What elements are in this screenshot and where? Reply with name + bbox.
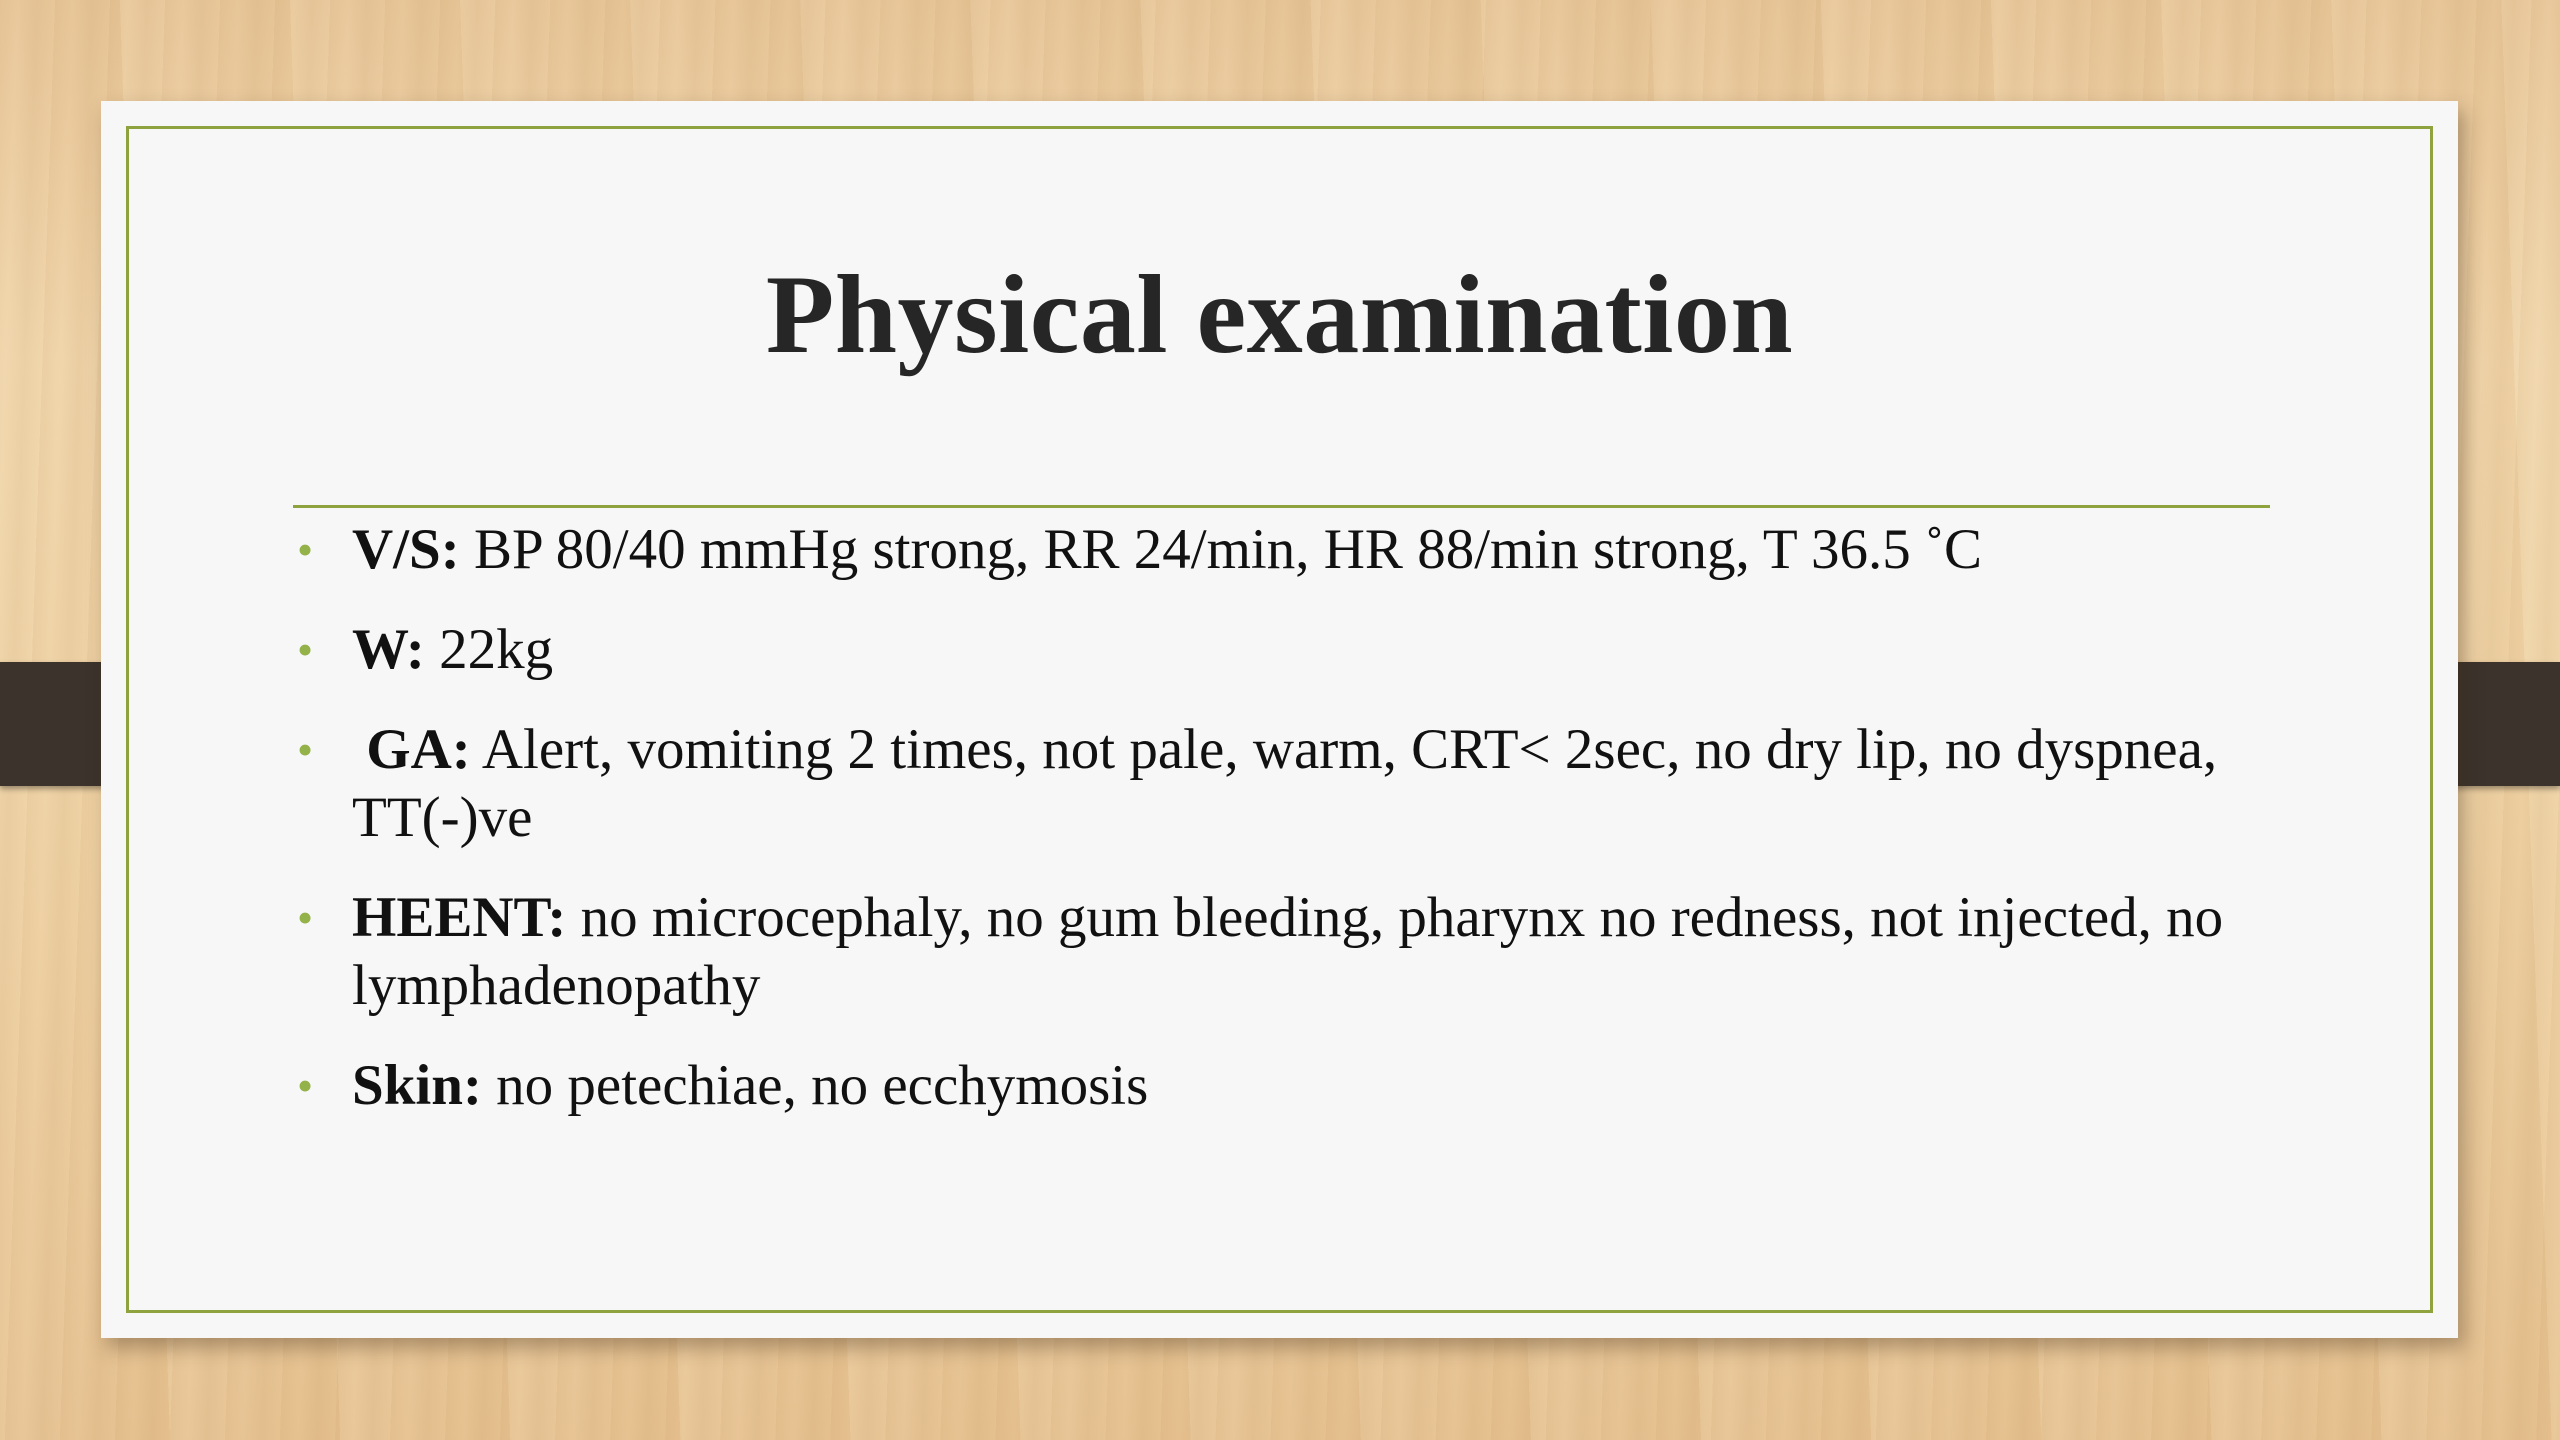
bullet-label: W:: [352, 618, 425, 681]
bullet-list: [293, 516, 2273, 1152]
bullet-item-weight: [293, 616, 2273, 684]
slide-title: Physical examination: [765, 253, 1794, 377]
bullet-dot-icon: •: [297, 724, 314, 775]
bullet-label: HEENT:: [352, 886, 567, 949]
bullet-text: 22kg: [424, 618, 554, 681]
bullet-dot-icon: •: [297, 524, 314, 575]
bullet-text: BP 80/40 mmHg strong, RR 24/min, HR 88/min strong, T 36.5 ˚C: [459, 518, 1982, 581]
bullet-item-vital-signs: [293, 516, 2273, 584]
bullet-label: Skin:: [352, 1054, 482, 1117]
bullet-text: no petechiae, no ecchymosis: [481, 1054, 1149, 1117]
bullet-item-skin: [293, 1052, 2273, 1120]
bullet-text: no microcephaly, no gum bleeding, pharynx no redness, not injected, no lymphadenopathy: [352, 886, 2224, 1017]
bullet-item-heent: [293, 884, 2273, 1020]
bullet-dot-icon: •: [297, 1060, 314, 1111]
bullet-item-general-appearance: [293, 716, 2273, 852]
bullet-label: V/S:: [352, 518, 460, 581]
slide: [101, 101, 2458, 1338]
bullet-label: GA:: [352, 718, 471, 781]
bullet-dot-icon: •: [297, 892, 314, 943]
bullet-text: Alert, vomiting 2 times, not pale, warm, CRT< 2sec, no dry lip, no dyspnea, TT(-)ve: [352, 718, 2218, 849]
bullet-dot-icon: •: [297, 624, 314, 675]
title-divider: [293, 505, 2270, 508]
